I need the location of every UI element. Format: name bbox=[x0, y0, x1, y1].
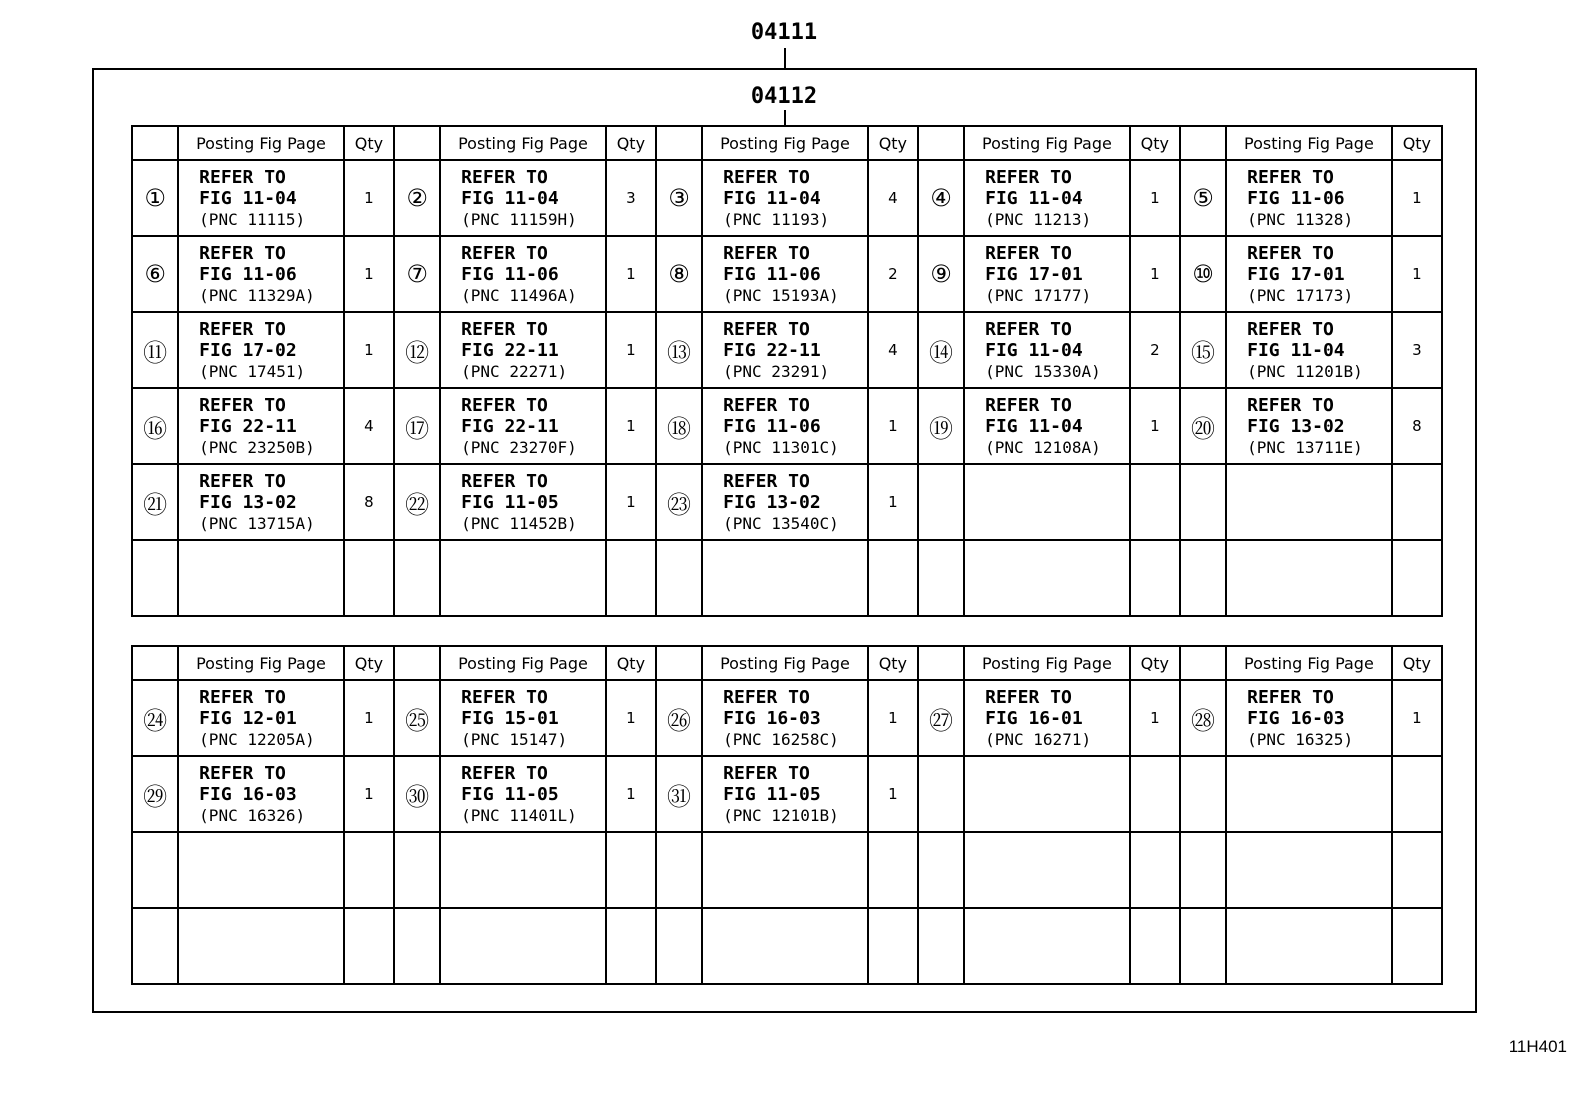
quantity: 1 bbox=[606, 236, 656, 312]
empty-cell bbox=[702, 908, 868, 984]
ref-header: Posting Fig Page bbox=[964, 646, 1130, 680]
empty-cell bbox=[868, 832, 918, 908]
item-number: ⑲ bbox=[918, 388, 964, 464]
item-number: ⑦ bbox=[394, 236, 440, 312]
part-reference bbox=[178, 680, 344, 756]
quantity: 1 bbox=[1130, 236, 1180, 312]
empty-cell bbox=[178, 540, 344, 616]
item-number: ㉓ bbox=[656, 464, 702, 540]
empty-cell bbox=[394, 908, 440, 984]
refer-to-text: REFER TO bbox=[1247, 166, 1334, 188]
assembly-code: 04111 bbox=[750, 20, 818, 45]
empty-cell bbox=[394, 540, 440, 616]
figure-ref: FIG 13-02 bbox=[1247, 415, 1345, 437]
pnc-code: (PNC 16258C) bbox=[723, 729, 839, 749]
refer-to-text: REFER TO bbox=[1247, 686, 1334, 708]
quantity: 1 bbox=[606, 756, 656, 832]
part-reference bbox=[440, 160, 606, 236]
refer-to-text: REFER TO bbox=[723, 686, 810, 708]
qty-header: Qty bbox=[868, 646, 918, 680]
pnc-code: (PNC 15330A) bbox=[985, 361, 1101, 381]
refer-to-text: REFER TO bbox=[199, 318, 286, 340]
item-number: ③ bbox=[656, 160, 702, 236]
quantity: 1 bbox=[606, 312, 656, 388]
pnc-code: (PNC 13540C) bbox=[723, 513, 839, 533]
empty-cell bbox=[964, 756, 1130, 832]
empty-cell bbox=[1180, 756, 1226, 832]
empty-cell bbox=[1130, 756, 1180, 832]
table-row bbox=[132, 236, 1442, 312]
table-row bbox=[132, 388, 1442, 464]
empty-cell bbox=[344, 832, 394, 908]
pnc-code: (PNC 13715A) bbox=[199, 513, 315, 533]
num-header bbox=[394, 126, 440, 160]
parts-table-secondary bbox=[131, 645, 1443, 985]
quantity: 1 bbox=[606, 388, 656, 464]
item-number: ⑭ bbox=[918, 312, 964, 388]
item-number: ㉙ bbox=[132, 756, 178, 832]
part-reference bbox=[178, 756, 344, 832]
quantity: 4 bbox=[344, 388, 394, 464]
item-number: ② bbox=[394, 160, 440, 236]
refer-to-text: REFER TO bbox=[985, 394, 1072, 416]
empty-cell bbox=[1180, 464, 1226, 540]
empty-cell bbox=[344, 540, 394, 616]
empty-cell bbox=[178, 832, 344, 908]
refer-to-text: REFER TO bbox=[1247, 394, 1334, 416]
empty-cell bbox=[868, 540, 918, 616]
num-header bbox=[656, 126, 702, 160]
figure-ref: FIG 13-02 bbox=[723, 491, 821, 513]
refer-to-text: REFER TO bbox=[723, 470, 810, 492]
parts-table-main bbox=[131, 125, 1443, 617]
table-row bbox=[132, 832, 1442, 908]
empty-cell bbox=[656, 540, 702, 616]
item-number: ㉑ bbox=[132, 464, 178, 540]
figure-ref: FIG 11-06 bbox=[199, 263, 297, 285]
diagram-id: 11H401 bbox=[1508, 1037, 1567, 1056]
figure-ref: FIG 13-02 bbox=[199, 491, 297, 513]
empty-cell bbox=[440, 540, 606, 616]
quantity: 1 bbox=[868, 756, 918, 832]
pnc-code: (PNC 11452B) bbox=[461, 513, 577, 533]
quantity: 2 bbox=[1130, 312, 1180, 388]
part-reference bbox=[702, 464, 868, 540]
item-number: ⑱ bbox=[656, 388, 702, 464]
qty-header: Qty bbox=[1130, 126, 1180, 160]
item-number: ⑯ bbox=[132, 388, 178, 464]
empty-cell bbox=[1180, 540, 1226, 616]
ref-header: Posting Fig Page bbox=[440, 126, 606, 160]
figure-ref: FIG 11-04 bbox=[985, 415, 1083, 437]
empty-cell bbox=[656, 908, 702, 984]
quantity: 1 bbox=[1130, 160, 1180, 236]
refer-to-text: REFER TO bbox=[461, 394, 548, 416]
empty-cell bbox=[606, 832, 656, 908]
refer-to-text: REFER TO bbox=[199, 394, 286, 416]
part-reference bbox=[1226, 236, 1392, 312]
empty-cell bbox=[964, 540, 1130, 616]
quantity: 1 bbox=[1130, 680, 1180, 756]
figure-ref: FIG 22-11 bbox=[461, 339, 559, 361]
ref-header: Posting Fig Page bbox=[964, 126, 1130, 160]
ref-header: Posting Fig Page bbox=[178, 126, 344, 160]
empty-cell bbox=[1226, 756, 1392, 832]
empty-cell bbox=[964, 908, 1130, 984]
refer-to-text: REFER TO bbox=[985, 318, 1072, 340]
refer-to-text: REFER TO bbox=[199, 470, 286, 492]
empty-cell bbox=[964, 832, 1130, 908]
part-reference bbox=[702, 236, 868, 312]
num-header bbox=[1180, 646, 1226, 680]
pnc-code: (PNC 17451) bbox=[199, 361, 306, 381]
table-row bbox=[132, 756, 1442, 832]
num-header bbox=[918, 646, 964, 680]
item-number: ㉗ bbox=[918, 680, 964, 756]
quantity: 1 bbox=[868, 464, 918, 540]
pnc-code: (PNC 11401L) bbox=[461, 805, 577, 825]
empty-cell bbox=[606, 540, 656, 616]
figure-ref: FIG 11-04 bbox=[1247, 339, 1345, 361]
part-reference bbox=[1226, 388, 1392, 464]
part-reference bbox=[1226, 160, 1392, 236]
num-header bbox=[132, 126, 178, 160]
empty-cell bbox=[1180, 908, 1226, 984]
empty-cell bbox=[1130, 908, 1180, 984]
item-number: ㉔ bbox=[132, 680, 178, 756]
empty-cell bbox=[1392, 464, 1442, 540]
empty-cell bbox=[606, 908, 656, 984]
empty-cell bbox=[1226, 464, 1392, 540]
pnc-code: (PNC 15193A) bbox=[723, 285, 839, 305]
quantity: 1 bbox=[344, 312, 394, 388]
quantity: 1 bbox=[344, 756, 394, 832]
item-number: ㉒ bbox=[394, 464, 440, 540]
refer-to-text: REFER TO bbox=[723, 242, 810, 264]
part-reference bbox=[1226, 312, 1392, 388]
empty-cell bbox=[918, 540, 964, 616]
refer-to-text: REFER TO bbox=[461, 762, 548, 784]
figure-ref: FIG 17-02 bbox=[199, 339, 297, 361]
pnc-code: (PNC 11201B) bbox=[1247, 361, 1363, 381]
item-number: ⑩ bbox=[1180, 236, 1226, 312]
qty-header: Qty bbox=[868, 126, 918, 160]
part-reference bbox=[178, 160, 344, 236]
part-reference bbox=[964, 236, 1130, 312]
table-row bbox=[132, 540, 1442, 616]
pnc-code: (PNC 23270F) bbox=[461, 437, 577, 457]
refer-to-text: REFER TO bbox=[199, 242, 286, 264]
part-reference bbox=[702, 756, 868, 832]
num-header bbox=[918, 126, 964, 160]
part-reference bbox=[964, 312, 1130, 388]
item-number: ⑪ bbox=[132, 312, 178, 388]
pnc-code: (PNC 11329A) bbox=[199, 285, 315, 305]
empty-cell bbox=[1130, 832, 1180, 908]
pnc-code: (PNC 11496A) bbox=[461, 285, 577, 305]
figure-ref: FIG 22-11 bbox=[199, 415, 297, 437]
refer-to-text: REFER TO bbox=[199, 686, 286, 708]
qty-header: Qty bbox=[344, 646, 394, 680]
empty-cell bbox=[1226, 832, 1392, 908]
refer-to-text: REFER TO bbox=[723, 762, 810, 784]
figure-ref: FIG 11-06 bbox=[723, 263, 821, 285]
refer-to-text: REFER TO bbox=[461, 166, 548, 188]
pnc-code: (PNC 12108A) bbox=[985, 437, 1101, 457]
pnc-code: (PNC 17177) bbox=[985, 285, 1092, 305]
qty-header: Qty bbox=[344, 126, 394, 160]
quantity: 8 bbox=[1392, 388, 1442, 464]
figure-ref: FIG 22-11 bbox=[723, 339, 821, 361]
item-number: ⑫ bbox=[394, 312, 440, 388]
part-reference bbox=[440, 312, 606, 388]
quantity: 1 bbox=[1392, 680, 1442, 756]
part-reference bbox=[440, 756, 606, 832]
pnc-code: (PNC 11301C) bbox=[723, 437, 839, 457]
figure-ref: FIG 11-04 bbox=[985, 339, 1083, 361]
pnc-code: (PNC 11159H) bbox=[461, 209, 577, 229]
figure-ref: FIG 11-06 bbox=[1247, 187, 1345, 209]
empty-cell bbox=[132, 832, 178, 908]
figure-ref: FIG 11-04 bbox=[461, 187, 559, 209]
figure-ref: FIG 22-11 bbox=[461, 415, 559, 437]
qty-header: Qty bbox=[606, 126, 656, 160]
item-number: ㉚ bbox=[394, 756, 440, 832]
part-reference bbox=[440, 388, 606, 464]
empty-cell bbox=[702, 540, 868, 616]
item-number: ㉛ bbox=[656, 756, 702, 832]
qty-header: Qty bbox=[1392, 126, 1442, 160]
part-reference bbox=[964, 680, 1130, 756]
empty-cell bbox=[1130, 540, 1180, 616]
table-row bbox=[132, 312, 1442, 388]
empty-cell bbox=[1226, 908, 1392, 984]
item-number: ⑳ bbox=[1180, 388, 1226, 464]
empty-cell bbox=[1392, 756, 1442, 832]
figure-ref: FIG 16-03 bbox=[199, 783, 297, 805]
part-reference bbox=[702, 312, 868, 388]
empty-cell bbox=[1392, 908, 1442, 984]
quantity: 1 bbox=[606, 680, 656, 756]
quantity: 1 bbox=[344, 160, 394, 236]
part-reference bbox=[702, 388, 868, 464]
figure-ref: FIG 11-05 bbox=[461, 491, 559, 513]
empty-cell bbox=[1130, 464, 1180, 540]
ref-header: Posting Fig Page bbox=[1226, 646, 1392, 680]
part-reference bbox=[178, 312, 344, 388]
figure-ref: FIG 17-01 bbox=[985, 263, 1083, 285]
refer-to-text: REFER TO bbox=[461, 686, 548, 708]
ref-header: Posting Fig Page bbox=[702, 646, 868, 680]
quantity: 1 bbox=[344, 236, 394, 312]
part-reference bbox=[702, 680, 868, 756]
num-header bbox=[656, 646, 702, 680]
quantity: 2 bbox=[868, 236, 918, 312]
pnc-code: (PNC 22271) bbox=[461, 361, 568, 381]
table-row bbox=[132, 464, 1442, 540]
empty-cell bbox=[702, 832, 868, 908]
figure-ref: FIG 11-04 bbox=[723, 187, 821, 209]
refer-to-text: REFER TO bbox=[461, 242, 548, 264]
part-reference bbox=[440, 680, 606, 756]
quantity: 3 bbox=[1392, 312, 1442, 388]
quantity: 1 bbox=[606, 464, 656, 540]
subassembly-code: 04112 bbox=[750, 84, 818, 109]
part-reference bbox=[440, 464, 606, 540]
quantity: 1 bbox=[1392, 236, 1442, 312]
empty-cell bbox=[918, 832, 964, 908]
part-reference bbox=[178, 388, 344, 464]
figure-ref: FIG 11-06 bbox=[461, 263, 559, 285]
figure-ref: FIG 16-03 bbox=[1247, 707, 1345, 729]
item-number: ⑮ bbox=[1180, 312, 1226, 388]
empty-cell bbox=[344, 908, 394, 984]
figure-ref: FIG 11-04 bbox=[199, 187, 297, 209]
table-row bbox=[132, 160, 1442, 236]
empty-cell bbox=[1226, 540, 1392, 616]
table-row bbox=[132, 680, 1442, 756]
refer-to-text: REFER TO bbox=[199, 762, 286, 784]
part-reference bbox=[702, 160, 868, 236]
item-number: ① bbox=[132, 160, 178, 236]
ref-header: Posting Fig Page bbox=[440, 646, 606, 680]
figure-ref: FIG 17-01 bbox=[1247, 263, 1345, 285]
refer-to-text: REFER TO bbox=[461, 470, 548, 492]
empty-cell bbox=[178, 908, 344, 984]
refer-to-text: REFER TO bbox=[985, 242, 1072, 264]
part-reference bbox=[178, 464, 344, 540]
pnc-code: (PNC 11193) bbox=[723, 209, 830, 229]
num-header bbox=[1180, 126, 1226, 160]
figure-ref: FIG 11-06 bbox=[723, 415, 821, 437]
pnc-code: (PNC 16326) bbox=[199, 805, 306, 825]
pnc-code: (PNC 16325) bbox=[1247, 729, 1354, 749]
quantity: 8 bbox=[344, 464, 394, 540]
empty-cell bbox=[394, 832, 440, 908]
quantity: 4 bbox=[868, 160, 918, 236]
refer-to-text: REFER TO bbox=[723, 318, 810, 340]
item-number: ㉕ bbox=[394, 680, 440, 756]
assembly-leader-line bbox=[784, 48, 786, 68]
table-header-row bbox=[132, 646, 1442, 680]
refer-to-text: REFER TO bbox=[723, 394, 810, 416]
refer-to-text: REFER TO bbox=[1247, 318, 1334, 340]
empty-cell bbox=[656, 832, 702, 908]
qty-header: Qty bbox=[1392, 646, 1442, 680]
empty-cell bbox=[918, 464, 964, 540]
item-number: ⑨ bbox=[918, 236, 964, 312]
refer-to-text: REFER TO bbox=[1247, 242, 1334, 264]
item-number: ㉖ bbox=[656, 680, 702, 756]
figure-ref: FIG 16-01 bbox=[985, 707, 1083, 729]
subassembly-leader-line bbox=[784, 110, 786, 126]
item-number: ⑰ bbox=[394, 388, 440, 464]
empty-cell bbox=[1392, 540, 1442, 616]
figure-ref: FIG 11-04 bbox=[985, 187, 1083, 209]
pnc-code: (PNC 17173) bbox=[1247, 285, 1354, 305]
refer-to-text: REFER TO bbox=[461, 318, 548, 340]
empty-cell bbox=[868, 908, 918, 984]
figure-ref: FIG 11-05 bbox=[461, 783, 559, 805]
part-reference bbox=[440, 236, 606, 312]
empty-cell bbox=[440, 908, 606, 984]
ref-header: Posting Fig Page bbox=[178, 646, 344, 680]
empty-cell bbox=[918, 908, 964, 984]
refer-to-text: REFER TO bbox=[723, 166, 810, 188]
table-header-row bbox=[132, 126, 1442, 160]
quantity: 1 bbox=[1130, 388, 1180, 464]
empty-cell bbox=[918, 756, 964, 832]
ref-header: Posting Fig Page bbox=[1226, 126, 1392, 160]
item-number: ⑧ bbox=[656, 236, 702, 312]
refer-to-text: REFER TO bbox=[985, 166, 1072, 188]
pnc-code: (PNC 23250B) bbox=[199, 437, 315, 457]
empty-cell bbox=[132, 908, 178, 984]
empty-cell bbox=[132, 540, 178, 616]
item-number: ⑥ bbox=[132, 236, 178, 312]
figure-ref: FIG 16-03 bbox=[723, 707, 821, 729]
part-reference bbox=[964, 388, 1130, 464]
refer-to-text: REFER TO bbox=[985, 686, 1072, 708]
empty-cell bbox=[1392, 832, 1442, 908]
quantity: 3 bbox=[606, 160, 656, 236]
item-number: ④ bbox=[918, 160, 964, 236]
item-number: ⑤ bbox=[1180, 160, 1226, 236]
figure-ref: FIG 11-05 bbox=[723, 783, 821, 805]
pnc-code: (PNC 15147) bbox=[461, 729, 568, 749]
pnc-code: (PNC 13711E) bbox=[1247, 437, 1363, 457]
refer-to-text: REFER TO bbox=[199, 166, 286, 188]
empty-cell bbox=[964, 464, 1130, 540]
pnc-code: (PNC 11328) bbox=[1247, 209, 1354, 229]
figure-ref: FIG 15-01 bbox=[461, 707, 559, 729]
empty-cell bbox=[440, 832, 606, 908]
pnc-code: (PNC 11115) bbox=[199, 209, 306, 229]
num-header bbox=[394, 646, 440, 680]
quantity: 1 bbox=[868, 388, 918, 464]
qty-header: Qty bbox=[606, 646, 656, 680]
pnc-code: (PNC 23291) bbox=[723, 361, 830, 381]
pnc-code: (PNC 11213) bbox=[985, 209, 1092, 229]
pnc-code: (PNC 12101B) bbox=[723, 805, 839, 825]
item-number: ⑬ bbox=[656, 312, 702, 388]
quantity: 4 bbox=[868, 312, 918, 388]
quantity: 1 bbox=[1392, 160, 1442, 236]
item-number: ㉘ bbox=[1180, 680, 1226, 756]
figure-ref: FIG 12-01 bbox=[199, 707, 297, 729]
part-reference bbox=[1226, 680, 1392, 756]
pnc-code: (PNC 16271) bbox=[985, 729, 1092, 749]
quantity: 1 bbox=[868, 680, 918, 756]
pnc-code: (PNC 12205A) bbox=[199, 729, 315, 749]
table-row bbox=[132, 908, 1442, 984]
num-header bbox=[132, 646, 178, 680]
part-reference bbox=[178, 236, 344, 312]
qty-header: Qty bbox=[1130, 646, 1180, 680]
empty-cell bbox=[1180, 832, 1226, 908]
part-reference bbox=[964, 160, 1130, 236]
quantity: 1 bbox=[344, 680, 394, 756]
ref-header: Posting Fig Page bbox=[702, 126, 868, 160]
